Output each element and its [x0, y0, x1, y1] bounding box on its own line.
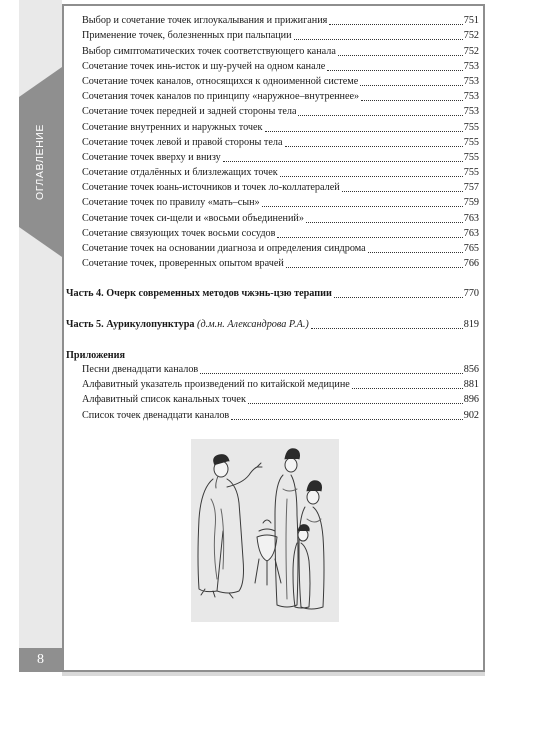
- toc-entry-title: Сочетание точек юань-источников и точек ло-коллатералей: [82, 182, 340, 194]
- leader-dots: [262, 197, 463, 207]
- toc-entry-page: 752: [463, 30, 479, 42]
- toc-entry-page: 752: [463, 45, 479, 57]
- appendix-entry-title: Список точек двенадцати каналов: [82, 409, 230, 421]
- ink-illustration: [191, 439, 339, 622]
- toc-entry-page: 755: [463, 151, 479, 163]
- section-label: [29, 117, 51, 207]
- toc-entry-page: 753: [463, 106, 479, 118]
- toc-entry-page: 753: [463, 91, 479, 103]
- toc-entry-page: 755: [463, 136, 479, 148]
- leader-dots: [285, 137, 463, 147]
- appendix-entry-page: 896: [463, 394, 479, 406]
- leader-dots: [231, 410, 462, 420]
- leader-dots: [248, 394, 463, 404]
- toc-entry-page: 751: [463, 15, 479, 27]
- toc-entry-title: Сочетание точек си-щели и «восьми объединений»: [82, 212, 304, 224]
- appendix-entries: [66, 361, 479, 422]
- figures-drawing: [191, 439, 339, 622]
- toc-entry[interactable]: [66, 194, 479, 209]
- appendix-entry-title: Алфавитный список канальных точек: [82, 394, 246, 406]
- toc-part-5-author: (д.м.н. Александрова Р.А.): [197, 318, 309, 330]
- leader-dots: [361, 91, 463, 101]
- toc-entry-title: Сочетание точек, проверенных опытом врачей: [82, 258, 284, 270]
- appendix-entry[interactable]: [66, 376, 479, 391]
- toc-entry[interactable]: [66, 179, 479, 194]
- toc-entry-title: Сочетание точек передней и задней стороны тела: [82, 106, 297, 118]
- toc-part-4-title: Часть 4. Очерк современных методов чжэнь-цзю терапии: [66, 288, 332, 300]
- toc-entry-title: Применение точек, болезненных при пальпации: [82, 30, 292, 42]
- leader-dots: [360, 76, 462, 86]
- toc-part-5-title: Часть 5. Аурикулопунктура (д.м.н. Александрова Р.А.): [66, 318, 309, 330]
- toc-entry-title: Сочетание внутренних и наружных точек: [82, 121, 263, 133]
- toc-entry-title: Сочетание отдалённых и близлежащих точек: [82, 167, 278, 179]
- section-label-text: ОГЛАВЛЕНИЕ: [34, 123, 47, 201]
- appendix-entry[interactable]: [66, 406, 479, 421]
- toc-entry-title: Сочетание точек левой и правой стороны тела: [82, 136, 283, 148]
- toc-entry-page: 753: [463, 60, 479, 72]
- leader-dots: [223, 152, 463, 162]
- toc-entry[interactable]: [66, 255, 479, 270]
- toc-entry-title: Выбор и сочетание точек иглоукалывания и прижигания: [82, 15, 328, 27]
- toc-entry[interactable]: [66, 149, 479, 164]
- appendix-entry-page: 902: [463, 409, 479, 421]
- toc-entry[interactable]: [66, 73, 479, 88]
- page-number: 8: [19, 648, 62, 672]
- toc-entry-title: Выбор симптоматических точек соответствующего канала: [82, 45, 336, 57]
- toc-entry-page: 755: [463, 121, 479, 133]
- toc-entry-page: 766: [463, 258, 479, 270]
- toc-entry[interactable]: [66, 225, 479, 240]
- leader-dots: [342, 182, 463, 192]
- toc-part-5[interactable]: [66, 315, 479, 330]
- leader-dots: [352, 379, 463, 389]
- leader-dots: [280, 167, 463, 177]
- leader-dots: [277, 228, 462, 238]
- toc-entry-title: Сочетание точек инь-исток и шу-ручей на одном канале: [82, 60, 326, 72]
- appendix-entry-title: Алфавитный указатель произведений по китайской медицине: [82, 379, 350, 391]
- toc-entry[interactable]: [66, 58, 479, 73]
- toc-entry[interactable]: [66, 240, 479, 255]
- toc-entry-title: Сочетание точек на основании диагноза и определения синдрома: [82, 243, 366, 254]
- leader-dots: [368, 243, 463, 253]
- leader-dots: [294, 30, 463, 40]
- leader-dots: [327, 61, 462, 71]
- toc-entry[interactable]: [66, 42, 479, 57]
- toc-entry[interactable]: [66, 12, 479, 27]
- leader-dots: [286, 258, 463, 268]
- toc-entry-page: 755: [463, 167, 479, 179]
- toc-part-4-page: 770: [463, 288, 479, 300]
- toc-entry-title: Сочетание связующих точек восьми сосудов: [82, 227, 276, 239]
- leader-dots: [334, 288, 463, 298]
- toc-entry[interactable]: [66, 164, 479, 179]
- toc-part-5-page: 819: [463, 318, 479, 330]
- toc-entry-title: Сочетание точек вверху и внизу: [82, 151, 221, 163]
- toc-entry[interactable]: [66, 27, 479, 42]
- appendix-entry-title: Песни двенадцати каналов: [82, 363, 199, 375]
- table-of-contents: [66, 12, 479, 422]
- leader-dots: [265, 122, 463, 132]
- toc-entry[interactable]: [66, 88, 479, 103]
- toc-part-4[interactable]: [66, 285, 479, 300]
- toc-entry-title: Сочетание точек каналов, относящихся к одноименной системе: [82, 75, 359, 87]
- leader-dots: [311, 319, 463, 329]
- toc-entry[interactable]: [66, 209, 479, 224]
- toc-entries: [66, 12, 479, 270]
- toc-entry-title: Сочетание точек по правилу «мать–сын»: [82, 197, 260, 209]
- leader-dots: [200, 364, 462, 374]
- toc-entry-page: 763: [463, 227, 479, 239]
- toc-entry-page: 753: [463, 75, 479, 87]
- appendix-entry-page: 856: [463, 363, 479, 375]
- leader-dots: [329, 15, 462, 25]
- appendix-entry-page: 881: [463, 379, 479, 391]
- appendix-entry[interactable]: [66, 361, 479, 376]
- toc-entry-title: Сочетания точек каналов по принципу «наружное–внутреннее»: [82, 91, 360, 103]
- leader-dots: [298, 106, 462, 116]
- toc-entry-page: 759: [463, 197, 479, 209]
- toc-entry-page: 763: [463, 212, 479, 224]
- leader-dots: [338, 46, 463, 56]
- appendix-heading: Приложения: [66, 349, 126, 361]
- toc-entry[interactable]: [66, 118, 479, 133]
- toc-entry[interactable]: [66, 103, 479, 118]
- leader-dots: [306, 213, 463, 223]
- toc-entry-page: 765: [463, 243, 479, 254]
- appendix-entry[interactable]: [66, 391, 479, 406]
- toc-entry-page: 757: [463, 182, 479, 194]
- toc-entry[interactable]: [66, 134, 479, 149]
